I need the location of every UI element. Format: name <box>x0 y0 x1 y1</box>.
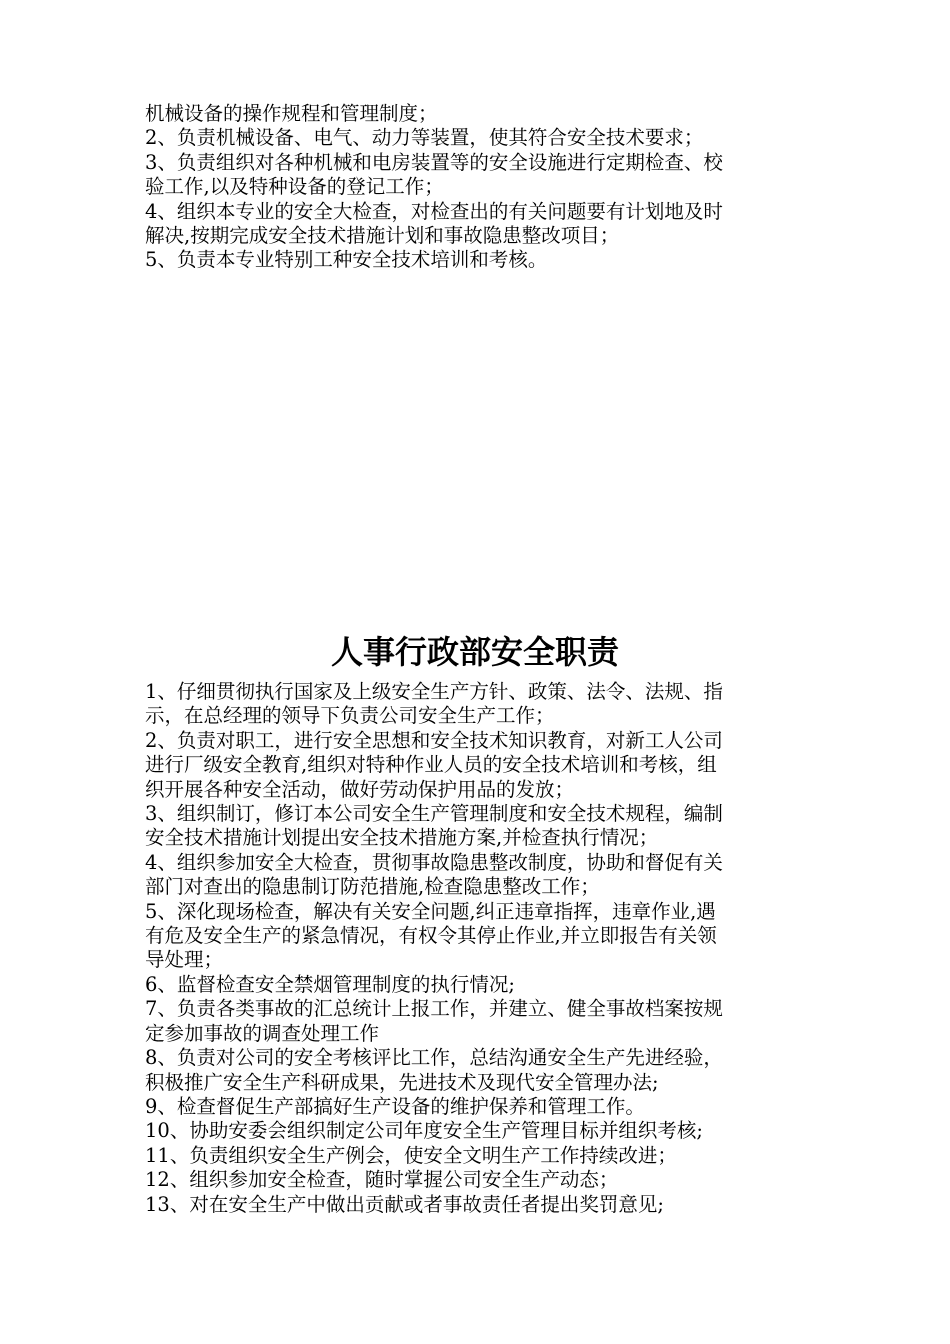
text-line: 机械设备的操作规程和管理制度； <box>145 102 438 125</box>
hr-duties-list <box>145 680 810 1217</box>
text-line: 1、仔细贯彻执行国家及上级安全生产方针、政策、法令、法规、指 <box>145 680 723 703</box>
text-line: 织开展各种安全活动，做好劳动保护用品的发放； <box>145 777 575 801</box>
text-line: 有危及安全生产的紧急情况，有权令其停止作业,并立即报告有关领 <box>145 924 717 948</box>
text-line: 10、协助安委会组织制定公司年度安全生产管理目标并组织考核; <box>145 1119 703 1143</box>
text-line: 3、负责组织对各种机械和电房装置等的安全设施进行定期检查、校 <box>145 150 723 174</box>
text-line: 8、负责对公司的安全考核评比工作，总结沟通安全生产先进经验， <box>145 1046 723 1070</box>
text-line: 验工作,以及特种设备的登记工作； <box>145 175 444 199</box>
section-title: 人事行政部安全职责 <box>330 633 619 671</box>
text-line: 13、对在安全生产中做出贡献或者事故责任者提出奖罚意见; <box>145 1192 664 1216</box>
text-line: 安全技术措施计划提出安全技术措施方案,并检查执行情况； <box>145 826 659 850</box>
text-line: 5、负责本专业特别工种安全技术培训和考核。 <box>145 248 548 272</box>
text-line: 部门对查出的隐患制订防范措施,检查隐患整改工作； <box>145 875 600 899</box>
text-line: 2、负责机械设备、电气、动力等装置，使其符合安全技术要求； <box>145 126 704 150</box>
text-line: 7、负责各类事故的汇总统计上报工作，并建立、健全事故档案按规 <box>145 997 723 1021</box>
text-line: 进行厂级安全教育,组织对特种作业人员的安全技术培训和考核，组 <box>145 753 717 777</box>
text-line: 4、组织本专业的安全大检查，对检查出的有关问题要有计划地及时 <box>145 199 723 223</box>
text-line: 定参加事故的调查处理工作 <box>145 1021 380 1045</box>
text-line: 6、监督检查安全禁烟管理制度的执行情况; <box>145 972 515 996</box>
text-line: 积极推广安全生产科研成果，先进技术及现代安全管理办法; <box>145 1070 659 1094</box>
text-line: 导处理； <box>145 948 224 972</box>
text-line: 3、组织制订，修订本公司安全生产管理制度和安全技术规程，编制 <box>145 802 723 826</box>
text-line: 9、检查督促生产部搞好生产设备的维护保养和管理工作。 <box>145 1094 645 1118</box>
text-line: 5、深化现场检查，解决有关安全问题,纠正违章指挥，违章作业,遇 <box>145 899 716 923</box>
text-line: 4、组织参加安全大检查，贯彻事故隐患整改制度，协助和督促有关 <box>145 850 723 874</box>
text-line: 解决,按期完成安全技术措施计划和事故隐患整改项目； <box>145 224 620 248</box>
text-line: 示，在总经理的领导下负责公司安全生产工作； <box>145 704 555 728</box>
equipment-duties-continued <box>145 102 810 273</box>
text-line: 11、负责组织安全生产例会，使安全文明生产工作持续改进； <box>145 1143 677 1167</box>
text-line: 2、负责对职工，进行安全思想和安全技术知识教育，对新工人公司 <box>145 728 723 752</box>
text-line: 12、组织参加安全检查，随时掌握公司安全生产动态； <box>145 1168 619 1192</box>
